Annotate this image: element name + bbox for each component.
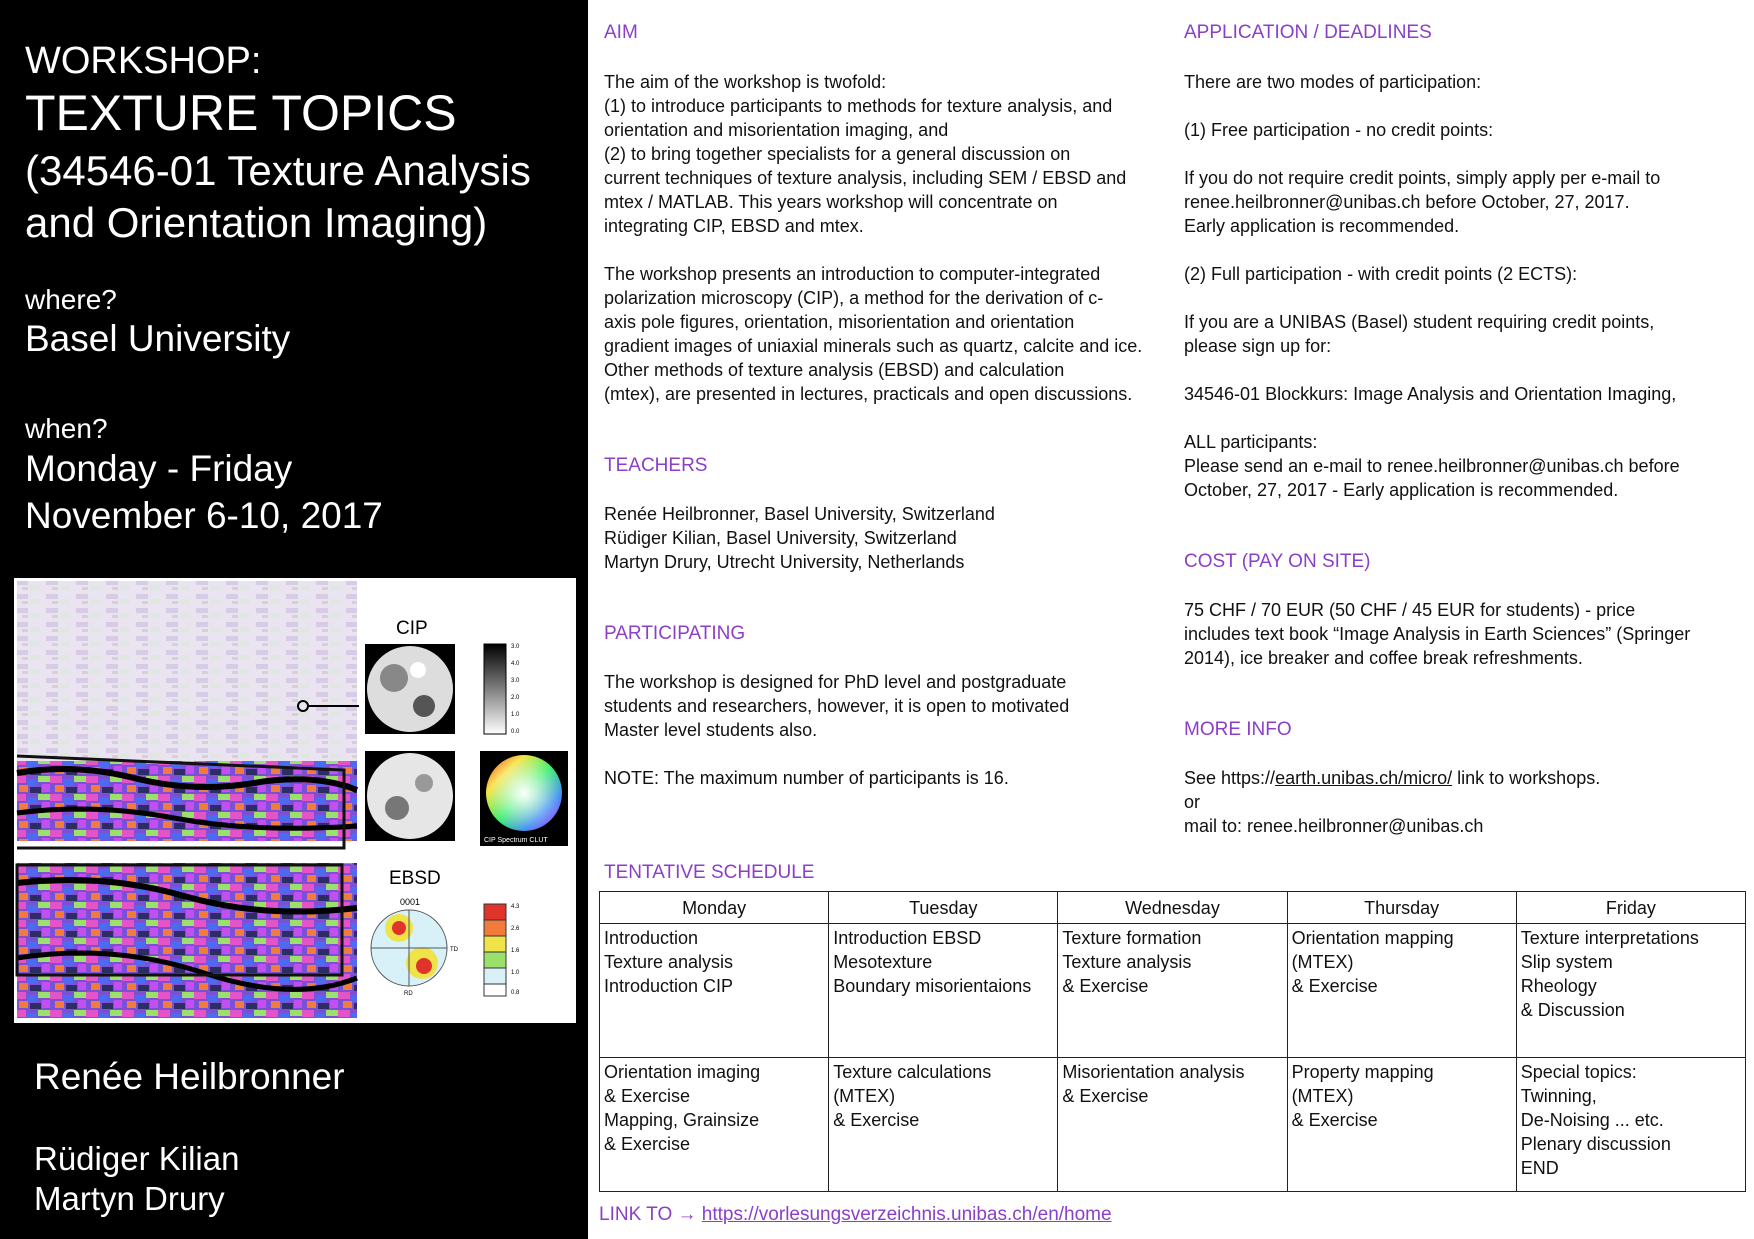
application-line: Please send an e-mail to renee.heilbronner@unibas.ch before [1184,456,1680,476]
more-info-or: or [1184,792,1201,812]
aim-line: gradient images of uniaxial minerals such as quartz, calcite and ice. [604,336,1143,356]
cost-line: 2014), ice breaker and coffee break refreshments. [1184,648,1583,668]
more-info-mail: mail to: renee.heilbronner@unibas.ch [1184,816,1484,836]
aim-line: integrating CIP, EBSD and mtex. [604,216,864,236]
application-line: Early application is recommended. [1184,216,1460,236]
schedule-cell: Texture calculations (MTEX) & Exercise [829,1058,1058,1192]
when-days: Monday - Friday [25,448,293,489]
ebsd-scale-0: 4.3 [511,904,520,910]
schedule-cell: Orientation imaging & Exercise Mapping, Grainsize & Exercise [600,1058,829,1192]
aim-line: (mtex), are presented in lectures, practicals and open discussions. [604,384,1133,404]
application-intro: There are two modes of participation: [1184,72,1482,92]
rd-label: RD [404,991,413,997]
participating-line: students and researchers, however, it is open to motivated [604,696,1070,716]
cip-scale-0: 3.0 [511,644,520,650]
schedule-heading: TENTATIVE SCHEDULE [604,862,815,883]
aim-heading: AIM [604,22,638,43]
application-all-label: ALL participants: [1184,432,1318,452]
day-monday: Monday [600,892,829,924]
day-friday: Friday [1516,892,1745,924]
ebsd-scale-2: 1.6 [511,948,520,954]
page-title: TEXTURE TOPICS [25,85,457,141]
aim-line: (2) to bring together specialists for a general discussion on [604,144,1071,164]
application-mode1: (1) Free participation - no credit points: [1184,120,1494,140]
td-label: TD [450,947,458,953]
cip-scale-2: 3.0 [511,678,520,684]
schedule-row-afternoon [600,1058,1746,1192]
person-3: Martyn Drury [34,1180,225,1217]
teacher-item: Martyn Drury, Utrecht University, Netherlands [604,552,965,572]
course-title-line2: and Orientation Imaging) [25,199,488,246]
application-line: renee.heilbronner@unibas.ch before October, 27, 2017. [1184,192,1630,212]
more-info-heading: MORE INFO [1184,719,1292,740]
teachers-list [604,502,995,574]
texture-figure [14,578,576,1023]
schedule-cell: Introduction Texture analysis Introduction CIP [600,924,829,1058]
left-panel [0,0,588,1239]
aim-paragraph-1 [604,70,1126,238]
link-label: LINK TO → [599,1204,697,1225]
where-value: Basel University [25,318,291,359]
cip-scale-3: 2.0 [511,695,520,701]
schedule-cell: Misorientation analysis & Exercise [1058,1058,1287,1192]
cip-scale-5: 0.0 [511,729,520,735]
schedule-cell: Orientation mapping (MTEX) & Exercise [1287,924,1516,1058]
application-line: October, 27, 2017 - Early application is recommended. [1184,480,1619,500]
link-row [599,1204,1112,1226]
texture-figure-graphic [14,578,576,1023]
participating-line: The workshop is designed for PhD level and postgraduate [604,672,1067,692]
aim-line: axis pole figures, orientation, misorientation and orientation [604,312,1075,332]
cip-scale-1: 4.0 [511,661,520,667]
ebsd-label: EBSD [389,868,441,889]
day-thursday: Thursday [1287,892,1516,924]
aim-line: orientation and misorientation imaging, and [604,120,949,140]
application-heading: APPLICATION / DEADLINES [1184,22,1432,43]
application-mode2-text [1184,310,1654,358]
where-label: where? [25,284,117,315]
application-all [1184,430,1680,502]
schedule-cell: Property mapping (MTEX) & Exercise [1287,1058,1516,1192]
course-title [25,145,531,249]
application-line: If you do not require credit points, simply apply per e-mail to [1184,168,1661,188]
application-line: If you are a UNIBAS (Basel) student requiring credit points, [1184,312,1655,332]
schedule-row-morning [600,924,1746,1058]
teachers-heading: TEACHERS [604,455,708,476]
ebsd-scale-4: 0.8 [511,990,520,996]
cost-line: includes text book “Image Analysis in Earth Sciences” (Springer [1184,624,1691,644]
cost-line: 75 CHF / 70 EUR (50 CHF / 45 EUR for students) - price [1184,600,1636,620]
participating-line: Master level students also. [604,720,818,740]
more-info-see-prefix: See https:// [1184,768,1276,788]
pole-label: 0001 [400,897,421,907]
application-mode1-text [1184,166,1660,238]
day-tuesday: Tuesday [829,892,1058,924]
workshop-label: WORKSHOP: [25,40,262,82]
application-mode2: (2) Full participation - with credit points (2 ECTS): [1184,264,1578,284]
clut-label: CIP Spectrum CLUT [484,837,548,844]
participating-text [604,670,1069,742]
aim-line: The workshop presents an introduction to computer-integrated [604,264,1101,284]
when-dates: November 6-10, 2017 [25,495,383,536]
person-1: Renée Heilbronner [34,1056,345,1097]
aim-line: polarization microscopy (CIP), a method for the derivation of c- [604,288,1104,308]
participating-note: NOTE: The maximum number of participants is 16. [604,768,1009,788]
more-info-text [1184,766,1600,838]
person-2: Rüdiger Kilian [34,1140,240,1177]
ebsd-scale-3: 1.0 [511,970,520,976]
application-line: please sign up for: [1184,336,1332,356]
teacher-item: Rüdiger Kilian, Basel University, Switzerland [604,528,957,548]
cost-heading: COST (PAY ON SITE) [1184,551,1371,572]
aim-line: current techniques of texture analysis, including SEM / EBSD and [604,168,1127,188]
aim-line: The aim of the workshop is twofold: [604,72,887,92]
vorlesungsverzeichnis-link[interactable]: https://vorlesungsverzeichnis.unibas.ch/en/home [701,1204,1112,1225]
workshop-link[interactable]: earth.unibas.ch/micro/ [1275,768,1453,788]
schedule-cell: Texture formation Texture analysis & Exercise [1058,924,1287,1058]
teacher-item: Renée Heilbronner, Basel University, Switzerland [604,504,995,524]
schedule-table [599,891,1746,1192]
schedule-cell: Special topics: Twinning, De-Noising ... etc. Plenary discussion END [1516,1058,1745,1192]
aim-line: Other methods of texture analysis (EBSD) and calculation [604,360,1065,380]
more-info-see [1184,766,1600,790]
cip-scale-4: 1.0 [511,712,520,718]
course-title-line1: (34546-01 Texture Analysis [25,147,531,194]
aim-line: mtex / MATLAB. This years workshop will concentrate on [604,192,1058,212]
schedule-header-row [600,892,1746,924]
schedule-cell: Introduction EBSD Mesotexture Boundary misorientaions [829,924,1058,1058]
ebsd-scale-1: 2.6 [511,926,520,932]
application-course: 34546-01 Blockkurs: Image Analysis and Orientation Imaging, [1184,384,1677,404]
cip-label: CIP [396,618,428,639]
aim-paragraph-2 [604,262,1142,406]
cost-text [1184,598,1690,670]
day-wednesday: Wednesday [1058,892,1287,924]
aim-line: (1) to introduce participants to methods for texture analysis, and [604,96,1113,116]
schedule-cell: Texture interpretations Slip system Rheology & Discussion [1516,924,1745,1058]
when-label: when? [25,413,108,444]
more-info-see-suffix: link to workshops. [1452,768,1601,788]
participating-heading: PARTICIPATING [604,623,746,644]
